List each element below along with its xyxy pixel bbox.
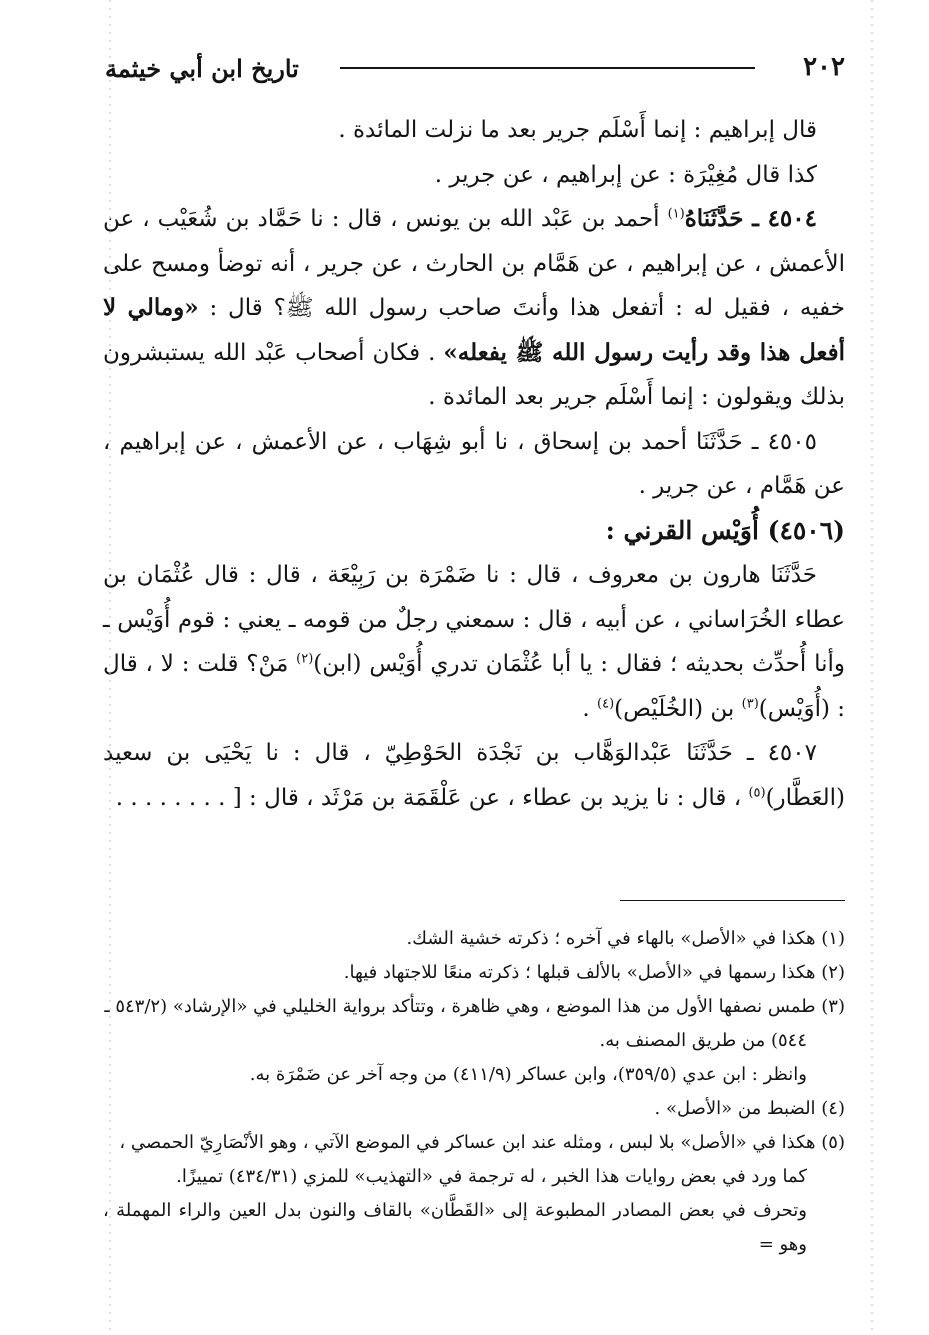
hadith-4504-ending: . فكان أصحاب عَبْد الله يستبشرون بذلك ويقولون : إنما أَسْلَم جرير بعد المائدة .	[103, 339, 845, 410]
header-rule	[340, 67, 755, 69]
footnote-ref-2: (٢)	[296, 651, 314, 667]
main-text	[103, 108, 845, 820]
footnote-4: (٤) الضبط من «الأصل» .	[654, 1098, 845, 1119]
footnote-5-distortion: وتحرف في بعض المصادر المطبوعة إلى «القَطَّان» بالقاف والنون بدل العين والراء المهملة ، وهو =	[103, 1200, 807, 1255]
footnotes	[103, 922, 845, 1262]
footnote-ref-3: (٣)	[741, 695, 759, 711]
footnote-separator	[620, 900, 845, 901]
hadith-4504-text: أحمد بن عَبْد الله بن يونس ، قال : نا حَمَّاد بن شُعَيْب ، عن الأعمش ، عن إبراهيم ، عن هَمَّام بن الحارث ، عن جرير ، أنه توضأ ومسح على خفيه ، فقيل له : أتفعل هذا وأنتَ صاحب رسول الله ﷺ؟ قال :	[103, 206, 846, 321]
footnote-ref-1: (١)	[667, 206, 685, 222]
footnote-ref-4: (٤)	[597, 695, 615, 711]
footnote-5-continued: كما ورد في بعض روايات هذا الخبر ، له ترجمة في «التهذيب» للمزي (٤٣٤/٣١) تمييزًا.	[176, 1166, 807, 1187]
hadith-4504-quote: «ومالي لا أفعل هذا وقد رأيت رسول الله ﷺ يفعله»	[103, 294, 845, 366]
footnote-3-continued: ٥٤٤) من طريق المصنف به.	[599, 1030, 807, 1051]
footnote-2: (٢) هكذا رسمها في «الأصل» بالألف قبلها ؛ ذكرته منعًا للاجتهاد فيها.	[343, 962, 845, 983]
footnote-ref-5: (٥)	[748, 784, 766, 800]
hadith-4506-question: مَنْ؟ قلت : لا ، قال : (أُوَيْس)	[103, 651, 845, 722]
page-number: ٢٠٢	[803, 52, 845, 82]
hadith-4504	[103, 197, 845, 420]
hadith-4506-khulais: بن (الخُلَيْص)	[614, 695, 735, 722]
section-heading-uways: (٤٥٠٦) أُوَيْس القرني :	[605, 515, 845, 545]
hadith-4506-text: حَدَّثَنَا هارون بن معروف ، قال : نا ضَمْرَة بن رَبِيْعَة ، قال : قال عُثْمَان بن عطاء الخُرَاساني ، عن أبيه ، قال : سمعني رجلٌ من قومه ـ يعني : قوم أُوَيْس ـ وأنا أُحدِّث بحديثه ؛ فقال : يا أبا عُثْمَان تدري أُوَيْس (ابن)	[103, 562, 846, 677]
footnote-3: (٣) طمس نصفها الأول من هذا الموضع ، وهي ظاهرة ، وتتأكد برواية الخليلي في «الإرشاد» (٥٤٣/٢ ـ	[104, 996, 845, 1017]
hadith-4507-text: ٤٥٠٧ ـ حَدَّثَنَا عَبْدالوَهَّاب بن نَجْدَة الحَوْطِيّ ، قال : نا يَحْيَى بن سعيد (العَطَّار)	[103, 740, 845, 811]
hadith-4505: ٤٥٠٥ ـ حَدَّثَنَا أحمد بن إسحاق ، نا أبو شِهَاب ، عن الأعمش ، عن إبراهيم ، عن هَمَّام ، عن جرير .	[103, 428, 845, 499]
paragraph-ibrahim: قال إبراهيم : إنما أَسْلَم جرير بعد ما نزلت المائدة .	[338, 117, 817, 143]
page-header	[105, 52, 845, 96]
hadith-4506-end: .	[582, 695, 590, 722]
hadith-4504-number: ٤٥٠٤ ـ حَدَّثَنَاهُ	[684, 205, 817, 232]
hadith-4506	[103, 553, 845, 731]
hadith-4507	[103, 731, 845, 820]
hadith-4507-end: ، قال : نا يزيد بن عطاء ، عن عَلْقَمَة بن مَرْثَد ، قال : [ . . . . . . . .	[115, 784, 742, 811]
footnote-1: (١) هكذا في «الأصل» بالهاء في آخره ؛ ذكرته خشية الشك.	[406, 928, 845, 949]
paragraph-mughira: كذا قال مُغِيْرَة : عن إبراهيم ، عن جرير .	[434, 161, 817, 188]
footnote-3-see-also: وانظر : ابن عدي (٣٥٩/٥)، وابن عساكر (٤١١/٩) من وجه آخر عن ضَمْرَة به.	[249, 1064, 807, 1085]
running-title: تاريخ ابن أبي خيثمة	[105, 54, 299, 83]
footnote-5: (٥) هكذا في «الأصل» بلا لبس ، ومثله عند ابن عساكر في الموضع الآتي ، وهو الأنْصَارِيّ الحمصي ،	[119, 1132, 845, 1153]
